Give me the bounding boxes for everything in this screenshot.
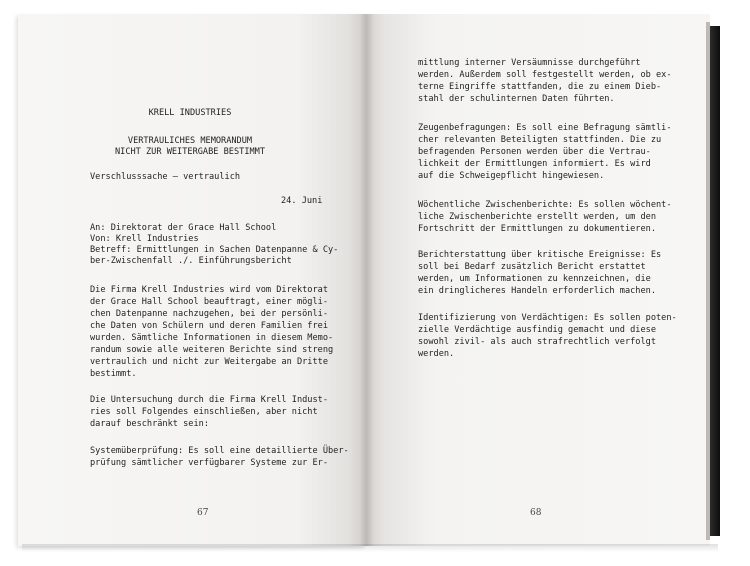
memo-date: 24. Juni	[281, 196, 323, 206]
text-line: wurden. Sämtliche Informationen in diesem Memo-	[90, 333, 334, 343]
book-spine	[360, 14, 374, 546]
text-line: auf die Schweigepflicht hingewiesen.	[418, 171, 605, 181]
text-line: Wöchentliche Zwischenberichte: Es sollen wöchent-	[418, 200, 672, 210]
text-line: befragenden Personen werden über die Vertrau-	[418, 147, 651, 157]
text-line: werden.	[418, 349, 455, 359]
memo-title-line1: VERTRAULICHES MEMORANDUM	[127, 136, 253, 146]
address-from: Von: Krell Industries	[90, 234, 199, 244]
page-number-right: 68	[530, 508, 542, 518]
text-line: lichkeit der Ermittlungen informiert. Es wird	[418, 159, 651, 169]
text-line: Systemüberprüfung: Es soll eine detaillierte Über-	[90, 446, 349, 456]
text-line: prüfung sämtlicher verfügbarer Systeme zur Er-	[90, 458, 328, 468]
text-line: liche Zwischenberichte erstellt werden, um den	[418, 212, 656, 222]
page-number-left: 67	[197, 508, 209, 518]
text-line: stahl der schulinternen Daten führten.	[418, 94, 615, 104]
text-line: Berichterstattung über kritische Ereignisse: Es	[418, 250, 662, 260]
text-line: werden, um Informationen zu kennzeichnen, die	[418, 274, 651, 284]
text-line: soll bei Bedarf zusätzlich Bericht erstattet	[418, 262, 646, 272]
text-line: ein dringlicheres Handeln erforderlich machen.	[418, 286, 656, 296]
memo-company-heading: KRELL INDUSTRIES	[148, 108, 232, 118]
book-cover-edge	[710, 26, 720, 536]
subject-line-1: Betreff: Ermittlungen in Sachen Datenpanne & Cy-	[90, 245, 339, 255]
text-line: der Grace Hall School beauftragt, einer mögli-	[90, 297, 328, 307]
text-line: Die Untersuchung durch die Firma Krell Indust-	[90, 395, 328, 405]
text-line: vertraulich und nicht zur Weitergabe an Dritte	[90, 357, 328, 367]
text-line: mittlung interner Versäumnisse durchgeführt	[418, 58, 641, 68]
text-line: cher relevanten Beteiligten stattfinden. Die zu	[418, 135, 662, 145]
address-to: An: Direktorat der Grace Hall School	[90, 223, 277, 233]
text-line: Zeugenbefragungen: Es soll eine Befragung sämtli-	[418, 123, 672, 133]
memo-title-line2: NICHT ZUR WEITERGABE BESTIMMT	[114, 147, 266, 157]
classification-label: Verschlusssache – vertraulich	[90, 172, 241, 182]
text-line: chen Datenpanne nachzugehen, bei der persönli-	[90, 309, 328, 319]
text-line: Identifizierung von Verdächtigen: Es sollen poten-	[418, 313, 677, 323]
text-line: bestimmt.	[90, 369, 137, 379]
text-line: randum sowie alle weiteren Berichte sind streng	[90, 345, 334, 355]
text-line: Die Firma Krell Industries wird vom Direktorat	[90, 285, 328, 295]
text-line: che Daten von Schülern und deren Familien frei	[90, 321, 328, 331]
book-shadow	[22, 544, 718, 552]
text-line: ries soll Folgendes einschließen, aber nicht	[90, 407, 318, 417]
text-line: terne Eingriffe stattfanden, die zu einem Dieb-	[418, 82, 662, 92]
text-line: werden. Außerdem soll festgestellt werden, ob ex-	[418, 70, 672, 80]
text-line: Fortschritt der Ermittlungen zu dokumentieren.	[418, 224, 656, 234]
text-line: zielle Verdächtige ausfindig gemacht und diese	[418, 325, 656, 335]
text-line: darauf beschränkt sein:	[90, 419, 209, 429]
subject-line-2: ber-Zwischenfall ./. Einführungsbericht	[90, 256, 292, 266]
text-line: sowohl zivil- als auch strafrechtlich verfolgt	[418, 337, 656, 347]
